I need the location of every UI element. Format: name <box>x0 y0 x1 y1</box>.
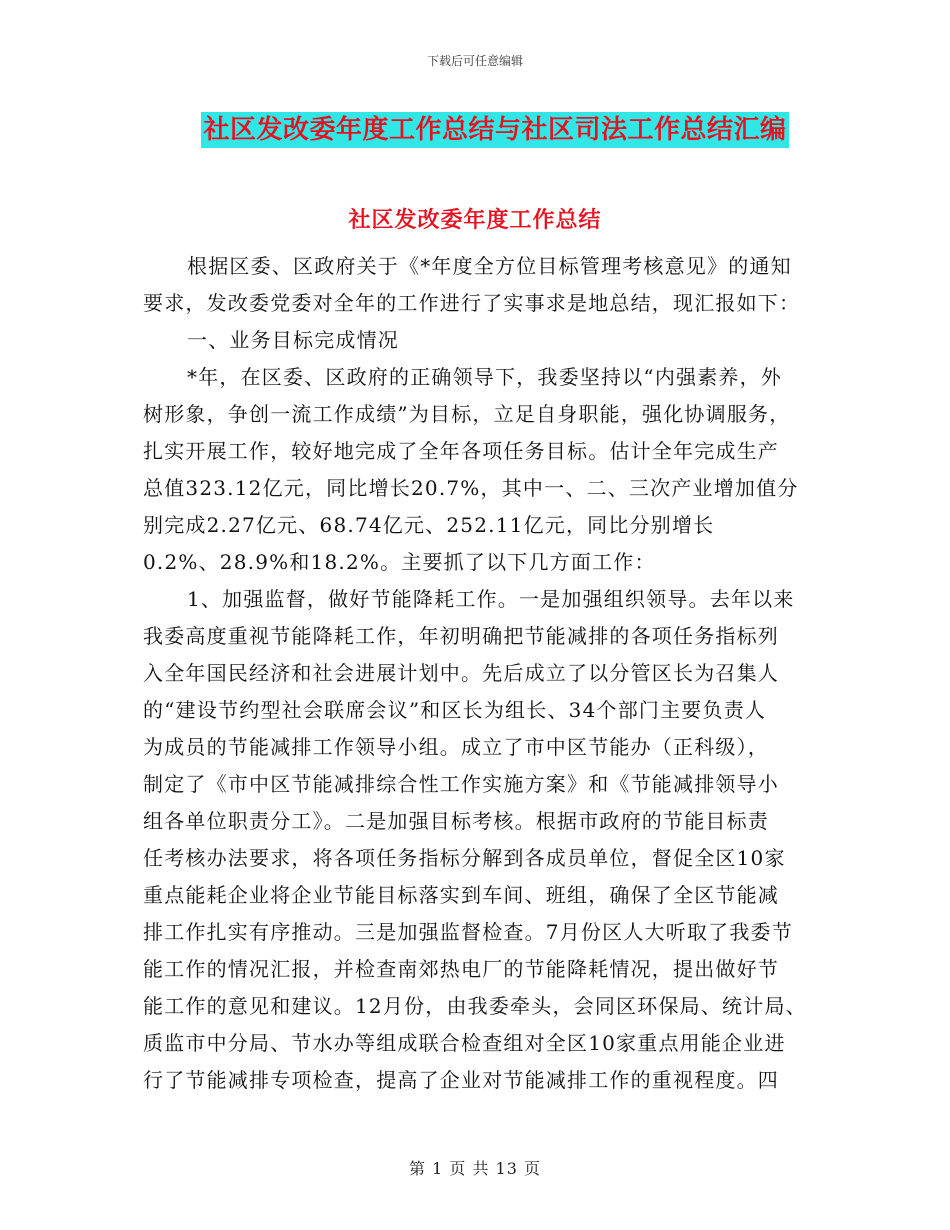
text-line: 0.2%、28.9%和18.2%。主要抓了以下几方面工作： <box>143 550 656 574</box>
text-line: 任考核办法要求，将各项任务指标分解到各成员单位，督促全区10家 <box>143 846 786 870</box>
text-line: 制定了《市中区节能减排综合性工作实施方案》和《节能减排领导小 <box>143 772 779 796</box>
text-line: 能工作的意见和建议。12月份，由我委牵头，会同区环保局、统计局、 <box>143 994 807 1018</box>
text-line: 行了节能减排专项检查，提高了企业对节能减排工作的重视程度。四 <box>143 1068 779 1092</box>
text-line: 排工作扎实有序推动。三是加强监督检查。7月份区人大听取了我委节 <box>143 920 793 944</box>
body-text <box>143 248 815 1099</box>
text-line: 总值323.12亿元，同比增长20.7%，其中一、二、三次产业增加值分 <box>143 476 799 500</box>
document-title: 社区发改委年度工作总结与社区司法工作总结汇编 <box>201 112 788 148</box>
text-line: 的“建设节约型社会联席会议”和区长为组长、34个部门主要负责人 <box>143 698 767 722</box>
text-line: 根据区委、区政府关于《*年度全方位目标管理考核意见》的通知 <box>187 254 792 278</box>
text-line: 组各单位职责分工》。二是加强目标考核。根据市政府的节能目标责 <box>143 809 769 833</box>
section-title: 社区发改委年度工作总结 <box>348 207 602 233</box>
page-header-note: 下载后可任意编辑 <box>426 54 523 68</box>
text-line: 扎实开展工作，较好地完成了全年各项任务目标。估计全年完成生产 <box>143 439 779 463</box>
text-line: 我委高度重视节能降耗工作，年初明确把节能减排的各项任务指标列 <box>143 624 779 648</box>
text-line: 能工作的情况汇报，并检查南郊热电厂的节能降耗情况，提出做好节 <box>143 957 779 981</box>
text-line: 别完成2.27亿元、68.74亿元、252.11亿元，同比分别增长 <box>143 513 715 537</box>
text-line: 要求，发改委党委对全年的工作进行了实事求是地总结，现汇报如下： <box>143 291 801 315</box>
text-line: 入全年国民经济和社会进展计划中。先后成立了以分管区长为召集人 <box>143 661 779 685</box>
text-line: 一、业务目标完成情况 <box>187 328 399 352</box>
text-line: 质监市中分局、节水办等组成联合检查组对全区10家重点用能企业进 <box>143 1031 786 1055</box>
text-line: *年，在区委、区政府的正确领导下，我委坚持以“内强素养，外 <box>187 365 783 389</box>
text-line: 树形象，争创一流工作成绩”为目标，立足自身职能，强化协调服务， <box>143 402 791 426</box>
title-container <box>0 112 950 148</box>
page-number: 第 1 页 共 13 页 <box>409 1159 541 1178</box>
text-line: 1、加强监督，做好节能降耗工作。一是加强组织领导。去年以来 <box>187 587 795 611</box>
text-line: 重点能耗企业将企业节能目标落实到车间、班组，确保了全区节能减 <box>143 883 779 907</box>
text-line: 为成员的节能减排工作领导小组。成立了市中区节能办（正科级）， <box>143 735 769 759</box>
